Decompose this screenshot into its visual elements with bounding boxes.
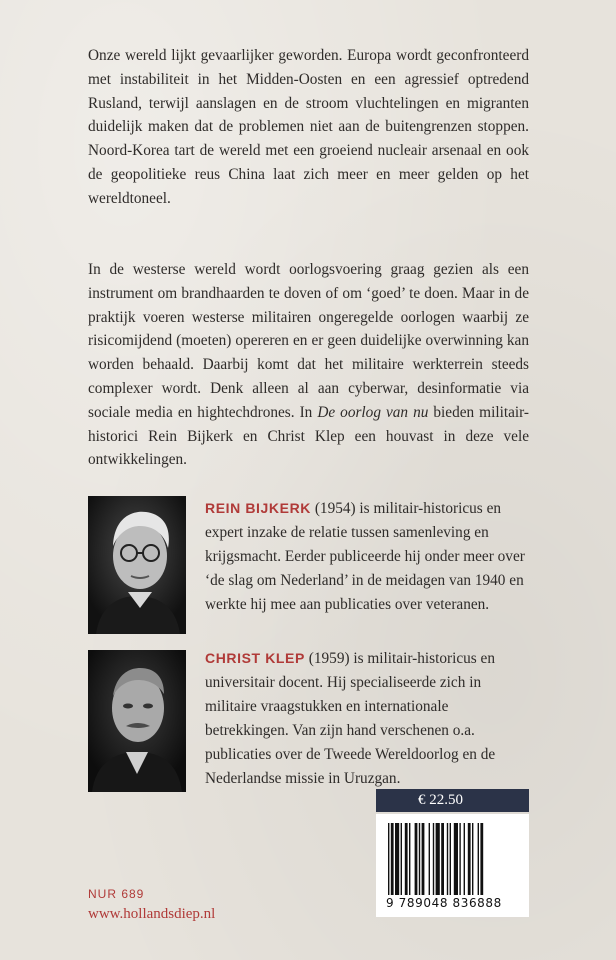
intro-paragraph-2-text-b: bieden militair-historici Rein Bijkerk en Christ Klep een houvast in deze vele ontwikkelingen. (88, 403, 529, 469)
barcode-bar (480, 823, 483, 895)
barcode-bar (391, 823, 394, 895)
barcode-bar (388, 823, 389, 895)
isbn-barcode (376, 814, 529, 917)
barcode-bar (447, 823, 448, 895)
barcode-number: 9 789048 836888 (386, 896, 502, 910)
author-bio-christ-klep (205, 646, 530, 791)
author-bio-text: (1959) is militair-historicus en universitair docent. Hij specialiseerde zich in militaire vraagstukken en internationale betrekkingen. Van zijn hand verschenen o.a. publicaties over de Tweede Wereldoorlog en de Nederlandse missie in Uruzgan. (205, 650, 496, 787)
intro-paragraph-2-text-a: In de westerse wereld wordt oorlogsvoering graag gezien als een instrument om brandhaarden te doven of om ‘goed’ te doen. Maar in de praktijk voeren westerse militairen ongeregelde oorlogen waarbij ze risicomijdend (moeten) opereren en er geen duidelijke overwinning kan worden behaald. Daarbij komt dat het militaire werkterrein steeds complexer wordt. Denk alleen al aan cyberwar, desinformatie via sociale media en hightechdrones. In (88, 261, 529, 421)
author-photo-christ-klep (88, 650, 186, 792)
barcode-bar (436, 823, 440, 895)
barcode-bar (464, 823, 465, 895)
barcode-bar (415, 823, 418, 895)
barcode-bar (429, 823, 430, 895)
barcode-bar (419, 823, 420, 895)
nur-code: NUR 689 (88, 887, 145, 901)
barcode-bar (478, 823, 479, 895)
barcode-bar (401, 823, 402, 895)
author-photo-rein-bijkerk (88, 496, 186, 634)
barcode-bar (450, 823, 451, 895)
barcode-bar (454, 823, 458, 895)
author-name: CHRIST KLEP (205, 650, 305, 666)
barcode-bars (386, 823, 518, 895)
intro-paragraph-1: Onze wereld lijkt gevaarlijker geworden. Europa wordt geconfronteerd met instabiliteit in het Midden-Oosten en een agressief optredend Rusland, terwijl aanslagen en de stroom vluchtelingen en migranten duidelijk maken dat de problemen niet aan de buitengrenzen stoppen. Noord-Korea tart de wereld met een groeiend nucleair arsenaal en ook de geopolitieke reus China laat zich meer en meer gelden op het wereldtoneel. (88, 47, 529, 207)
barcode-bar (468, 823, 471, 895)
publisher-website-link[interactable]: www.hollandsdiep.nl (88, 906, 216, 922)
price-label: € 22.50 (376, 789, 529, 812)
barcode-bar (409, 823, 410, 895)
intro-paragraph-2 (88, 258, 529, 472)
book-title: De oorlog van nu (317, 403, 429, 421)
barcode-bar (459, 823, 460, 895)
barcode-bar (433, 823, 434, 895)
barcode-bar (405, 823, 408, 895)
barcode-bar (441, 823, 444, 895)
author-bio-rein-bijkerk (205, 496, 530, 617)
barcode-bar (422, 823, 425, 895)
author-name: REIN BIJKERK (205, 500, 311, 516)
barcode-bar (395, 823, 399, 895)
barcode-bar (472, 823, 473, 895)
author-bio-text: (1954) is militair-historicus en expert inzake de relatie tussen samenleving en krijgsmacht. Eerder publiceerde hij onder meer over ‘de slag om Nederland’ in de meidagen van 1940 en werkte hij mee aan publicaties over veteranen. (205, 500, 525, 613)
